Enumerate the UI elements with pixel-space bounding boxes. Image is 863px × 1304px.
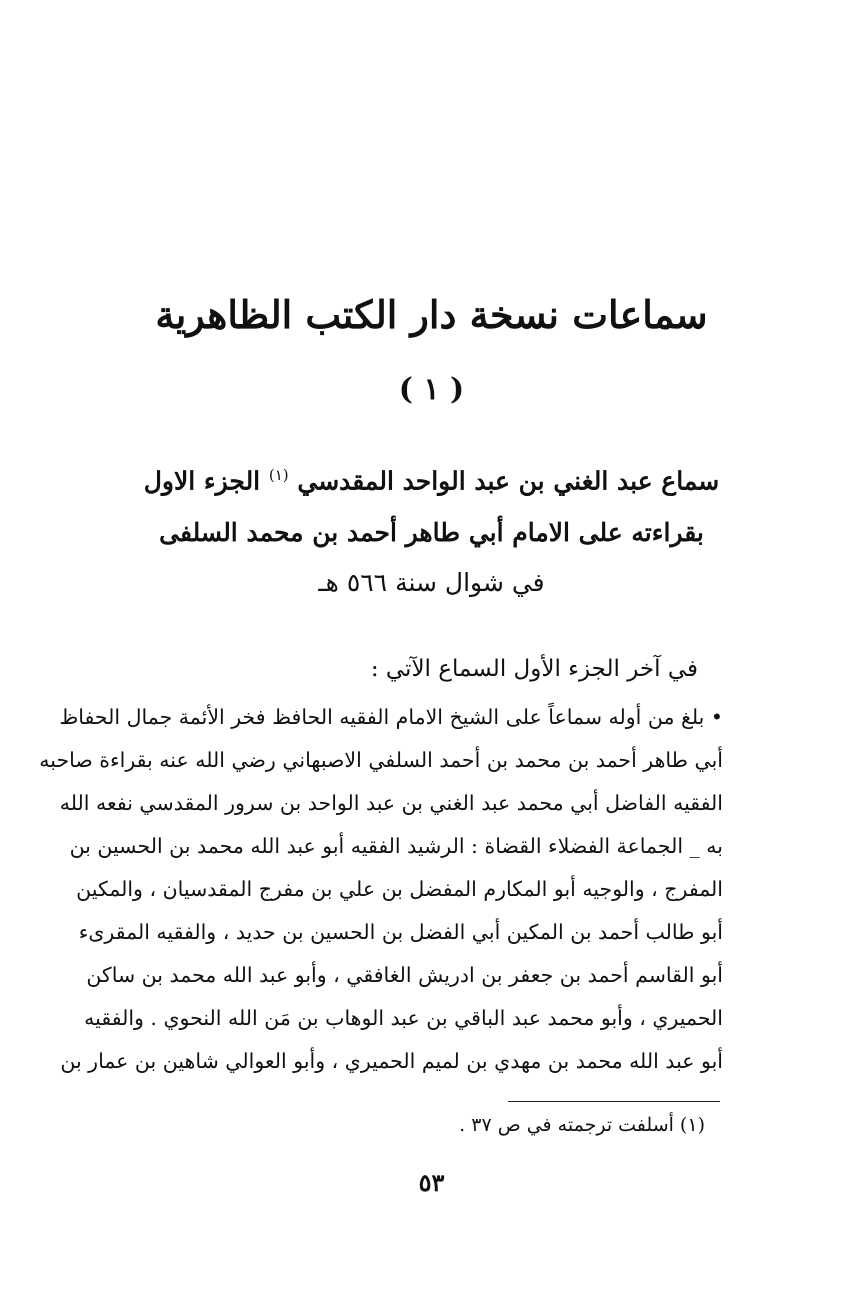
- body-line-5: المفرج ، والوجيه أبو المكارم المفضل بن علي بن مفرج المقدسيان ، والمكين: [76, 877, 723, 901]
- page-number: ٥٣: [418, 1168, 445, 1197]
- footnote-ref: (١): [268, 466, 289, 484]
- body-line-1: • بلغ من أوله سماعاً على الشيخ الامام الفقيه الحافظ فخر الأئمة جمال الحفاظ: [59, 705, 723, 729]
- heading-line-2: بقراءته على الامام أبي طاهر أحمد بن محمد السلفى: [159, 518, 704, 547]
- intro-text: في آخر الجزء الأول السماع الآتي :: [370, 656, 698, 682]
- body-line-6: أبو طالب أحمد بن المكين أبي الفضل بن الحسين بن حديد ، والفقيه المقرىء: [78, 920, 723, 944]
- body-line-4: به _ الجماعة الفضلاء القضاة : الرشيد الفقيه أبو عبد الله محمد بن الحسين بن: [69, 834, 723, 858]
- body-line-7: أبو القاسم أحمد بن جعفر بن ادريش الغافقي ، وأبو عبد الله محمد بن ساكن: [86, 963, 723, 987]
- body-line-3: الفقيه الفاضل أبي محمد عبد الغني بن عبد الواحد بن سرور المقدسي نفعه الله: [59, 791, 723, 815]
- body-line-2: أبي طاهر أحمد بن محمد بن أحمد السلفي الاصبهاني رضي الله عنه بقراءة صاحبه: [39, 748, 723, 772]
- heading-line-1-end: الجزء الاول: [143, 466, 261, 496]
- section-number: ( ١ ): [398, 372, 465, 407]
- heading-line-1: [0, 466, 863, 495]
- heading-line-3: في شوال سنة ٥٦٦ هـ: [318, 568, 545, 597]
- footnote: (١) أسلفت ترجمته في ص ٣٧ .: [459, 1114, 705, 1136]
- body-line-9: أبو عبد الله محمد بن مهدي بن لميم الحميري ، وأبو العوالي شاهين بن عمار بن: [60, 1049, 723, 1073]
- footnote-divider: [508, 1101, 720, 1102]
- page-title: سماعات نسخة دار الكتب الظاهرية: [155, 292, 708, 337]
- body-line-8: الحميري ، وأبو محمد عبد الباقي بن عبد الوهاب بن مَن الله النحوي . والفقيه: [84, 1006, 723, 1030]
- heading-line-1-text: سماع عبد الغني بن عبد الواحد المقدسي: [297, 466, 720, 496]
